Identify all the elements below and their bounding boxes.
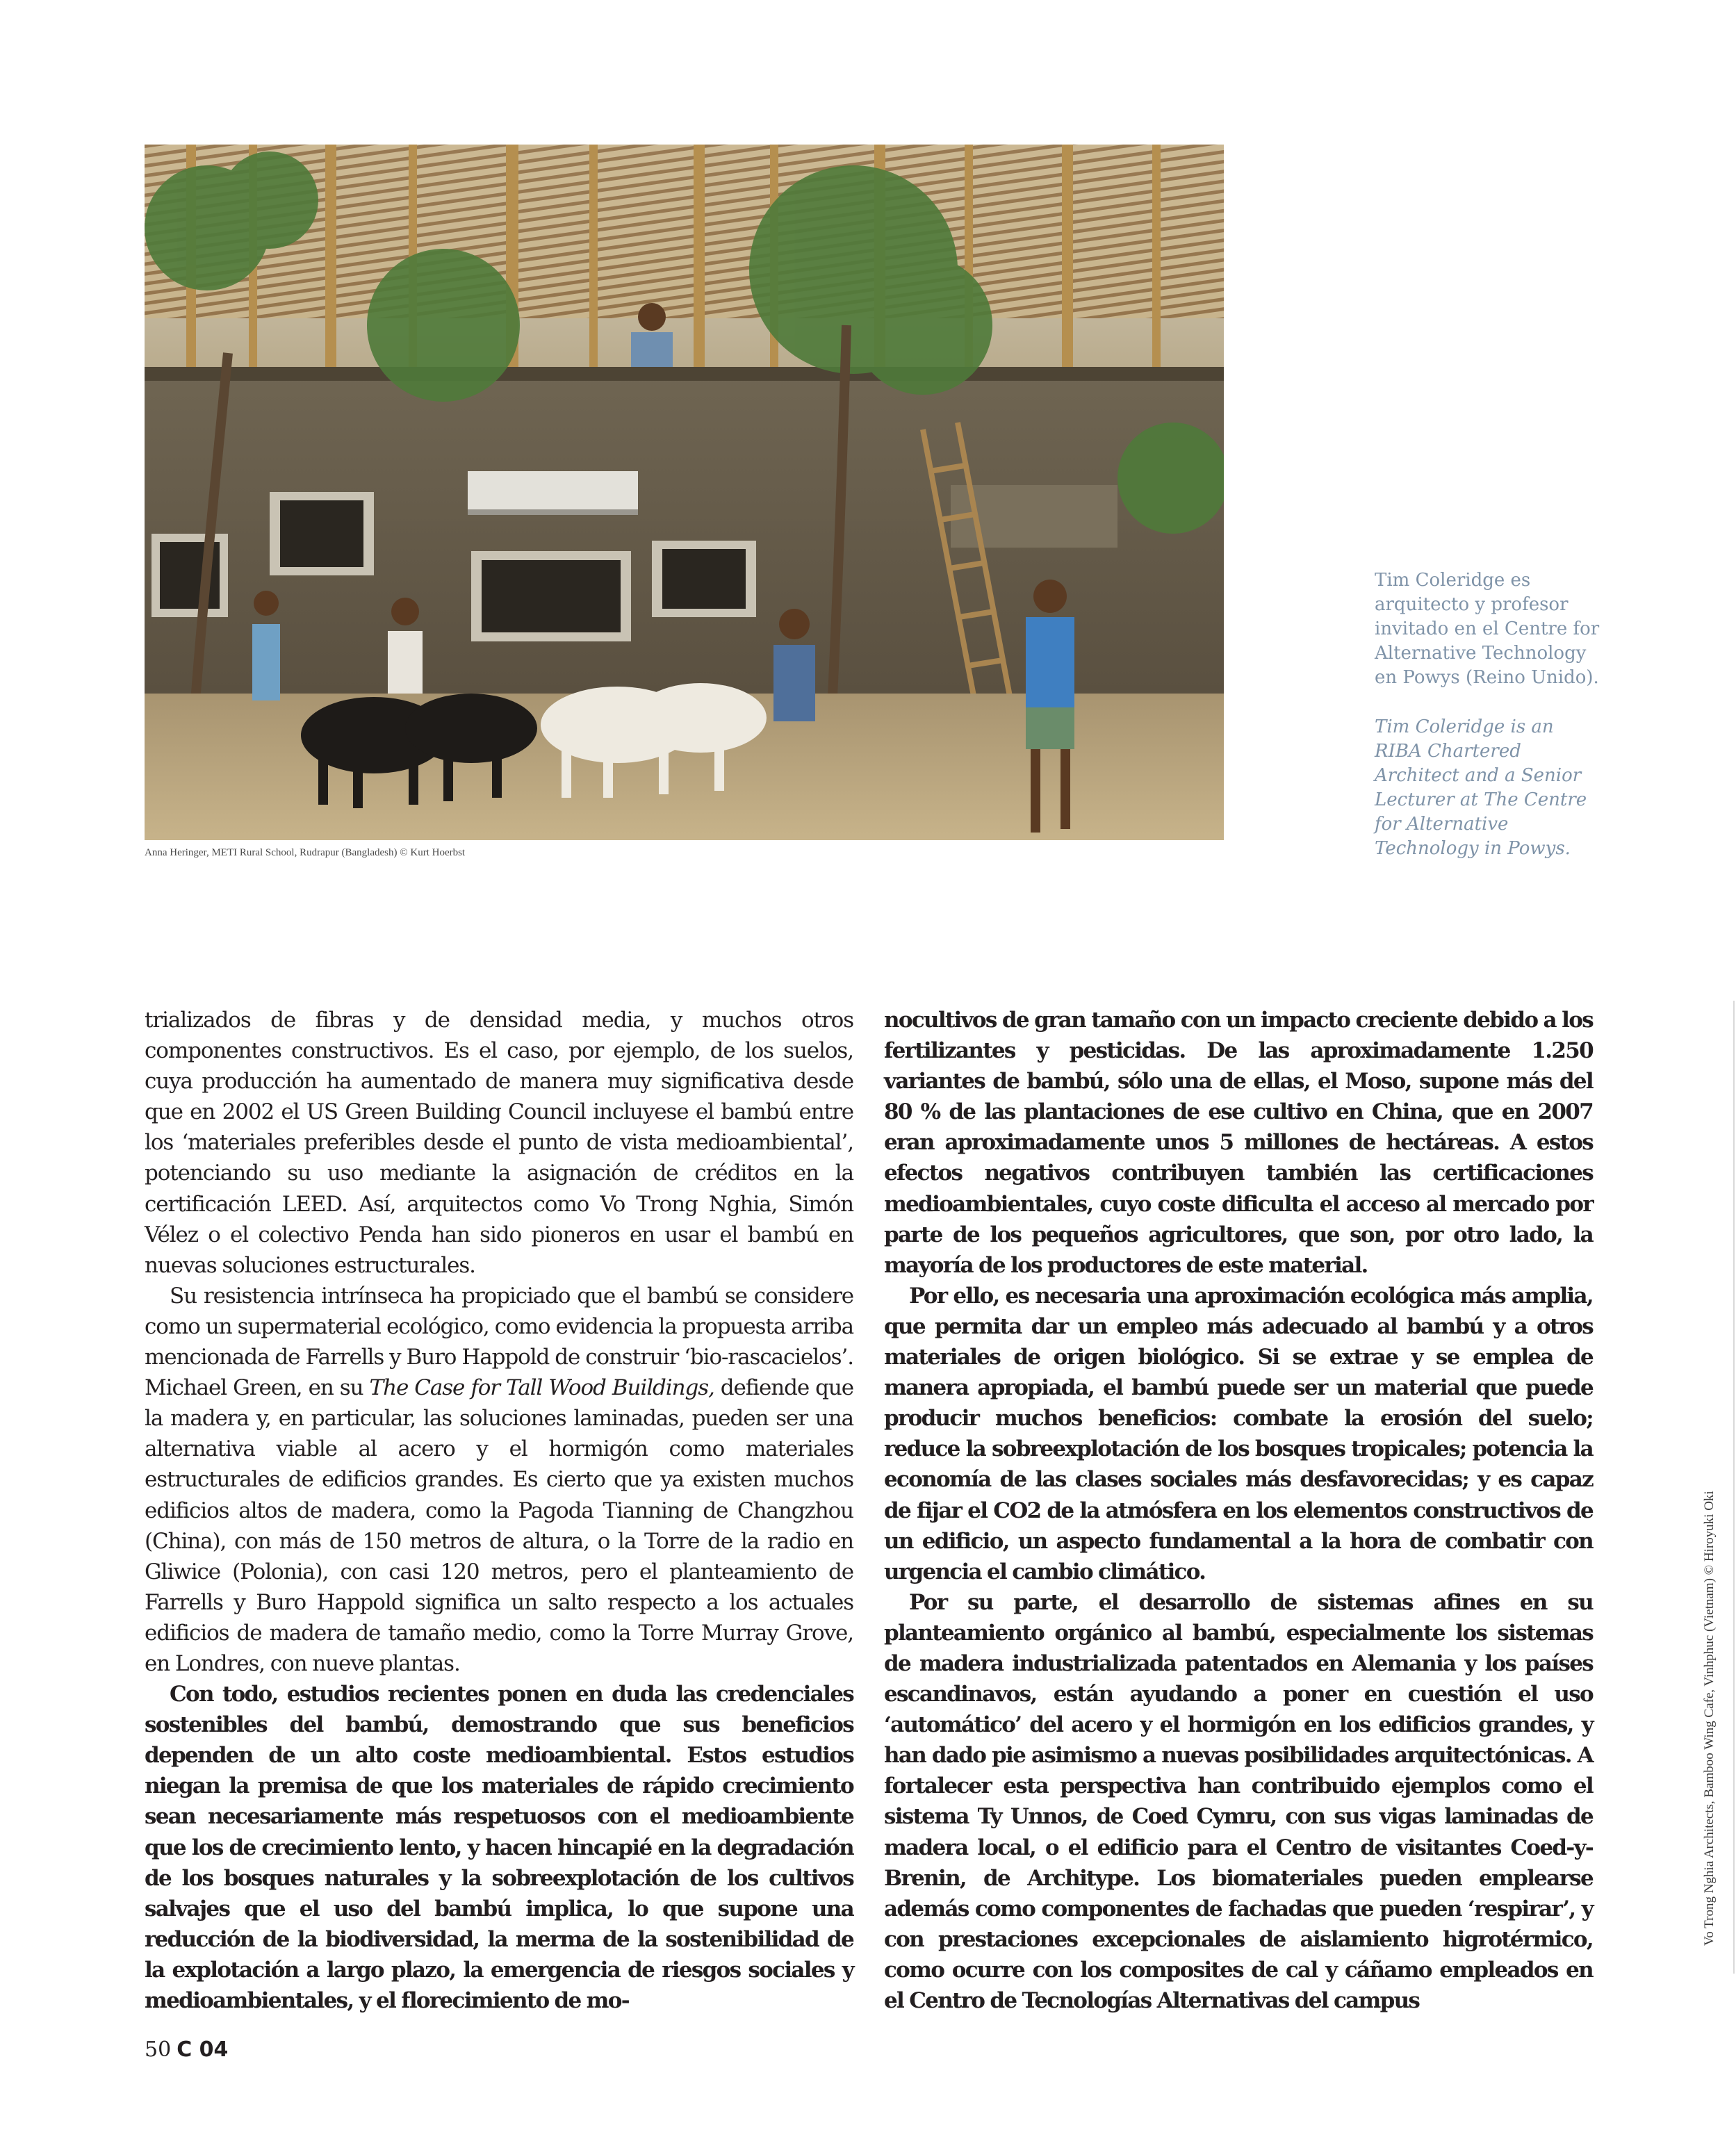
book-title: The Case for Tall Wood Buildings, — [369, 1375, 714, 1401]
paragraph-bold: Con todo, estudios recientes ponen en duda las credenciales sostenibles del bambú, demostrando que sus beneficios dependen de un alto coste medioambiental. Estos estudios niegan la premisa de que los materiales de rápido crecimiento sean necesariamente más respetuosos con el medioambiente que los de crecimiento lento, y hacen hincapié en la degradación de los bosques naturales y la sobreexplotación de los cultivos salvajes que el uso del bambú implica, lo que supone una reducción de la biodiversidad, la merma de la sostenibilidad de la explotación a largo plazo, la emergencia de riesgos sociales y medioambientales, y el florecimiento de mo- — [145, 1682, 853, 2013]
photo-credit-vertical: Vo Trong Nghia Architects, Bamboo Wing Cafe, Vinhphuc (Vietnam) © Hiroyuki Oki — [1702, 1491, 1717, 1946]
author-bio-spanish: Tim Coleridge es arquitecto y profesor invitado en el Centre for Alternative Technology en Powys (Reino Unido). — [1375, 570, 1600, 688]
paragraph-bold: Por su parte, el desarrollo de sistemas afines en su planteamiento orgánico al bambú, especialmente los sistemas de madera industrializada patentados en Alemania y los países escandinavos, están ayudando a poner en cuestión el uso ‘automático’ del acero y el hormigón en los edificios grandes, y han dado pie asimismo a nuevas posibilidades arquitectónicas. A fortalecer esta perspectiva han contribuido ejemplos como el sistema Ty Unnos, de Coed Cymru, con sus vigas laminadas de madera local, o el edificio para el Centro de visitantes Coed-y-Brenin, de Architype. Los biomateriales pueden emplearse además como componentes de fachadas que pueden ‘respirar’, y con prestaciones excepcionales de aislamiento higrotérmico, como ocurre con los composites de cal y cáñamo empleados en el Centro de Tecnologías Alternativas del campus — [884, 1589, 1593, 2013]
paragraph-text: defiende que la madera y, en particular, las soluciones laminadas, pueden ser una alternativa viable al acero y el hormigón como materiales estructurales de edificios grandes. Es cierto que ya existen muchos edificios altos de madera, como la Pagoda Tianning de Changzhou (China), con más de 150 metros de altura, o la Torre de la radio en Gliwice (Polonia), con casi 120 metros, pero el planteamiento de Farrells y Buro Happold significa un salto respecto a los actuales edificios de madera de tamaño medio, como la Torre Murray Grove, en Londres, con nueve plantas. — [145, 1375, 853, 1676]
paragraph-text: Su resistencia intrínseca ha propiciado que el bambú se considere como un supermaterial ecológico, como evidencia la propuesta arriba mencionada de Farrells y Buro Happold de construir ‘bio-rascacielos’. Michael Green, en su — [145, 1283, 853, 1401]
paragraph-bold: nocultivos de gran tamaño con un impacto creciente debido a los fertilizantes y pesticidas. De las aproximadamente 1.250 variantes de bambú, sólo una de ellas, el Moso, supone más del 80 % de las plantaciones de ese cultivo en China, que en 2007 eran aproximadamente unos 5 millones de hectáreas. A estos efectos negativos contribuyen también las certificaciones medioambientales, cuyo coste dificulta el acceso al mercado por parte de los pequeños agricultores, que son, por otro lado, la mayoría de los productores de este material. — [884, 1008, 1593, 1278]
photo-caption: Anna Heringer, METI Rural School, Rudrapur (Bangladesh) © Kurt Hoerbst — [145, 847, 466, 858]
body-column-right — [884, 1005, 1593, 2016]
divider — [1733, 1001, 1735, 1974]
paragraph — [145, 1281, 853, 1679]
paragraph: trializados de fibras y de densidad media, y muchos otros componentes constructivos. Es el caso, por ejemplo, de los suelos, cuya producción ha aumentado de manera muy significativa desde que en 2002 el US Green Building Council incluyese el bambú entre los ‘materiales preferibles desde el punto de vista medioambiental’, potenciando su uso mediante la asignación de créditos en la certificación LEED. Así, arquitectos como Vo Trong Nghia, Simón Vélez o el colectivo Penda han sido pioneros en usar el bambú en nuevas soluciones estructurales. — [145, 1008, 853, 1278]
photo-illustration — [145, 145, 1224, 840]
magazine-issue: C 04 — [177, 2038, 229, 2062]
author-bio-english: Tim Coleridge is an RIBA Chartered Architect and a Senior Lecturer at The Centre for Alternative Technology in Powys. — [1375, 716, 1587, 859]
feature-photo — [145, 145, 1224, 840]
page-number: 50 — [145, 2038, 172, 2062]
page-folio — [145, 2038, 228, 2062]
paragraph-bold: Por ello, es necesaria una aproximación ecológica más amplia, que permita dar un empleo más adecuado al bambú y a otros materiales de origen biológico. Si se extrae y se emplea de manera apropiada, el bambú puede ser un material que puede producir muchos beneficios: combate la erosión del suelo; reduce la sobreexplotación de los bosques tropicales; potencia la economía de las clases sociales más desfavorecidas; y es capaz de fijar el CO2 de la atmósfera en los elementos constructivos de un edificio, un aspecto fundamental a la hora de combatir con urgencia el cambio climático. — [884, 1283, 1593, 1584]
body-column-left — [145, 1005, 853, 2016]
author-bio — [1375, 568, 1604, 861]
